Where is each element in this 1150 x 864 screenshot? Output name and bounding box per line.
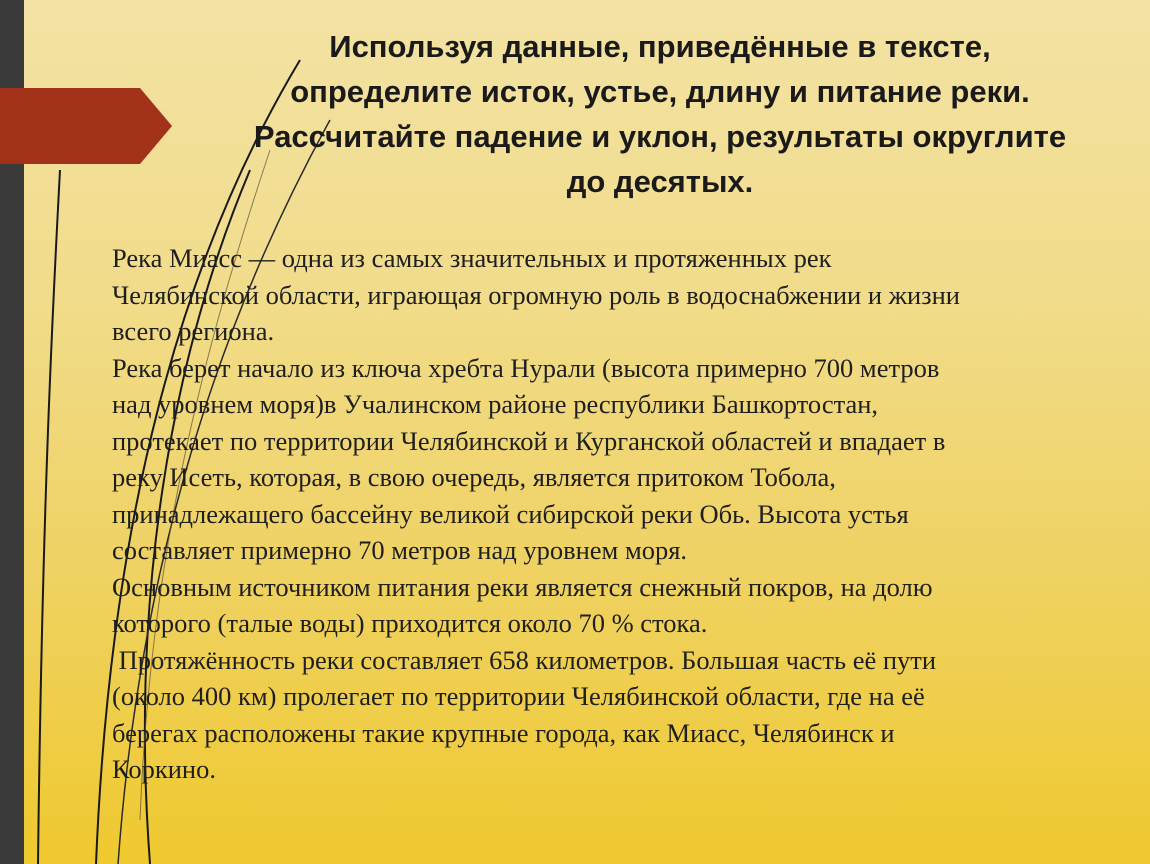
body-line-11: которого (талые воды) приходится около 70 % стока. <box>112 608 708 638</box>
body-line-10: Основным источником питания реки является снежный покров, на долю <box>112 571 933 602</box>
body-line-8: принадлежащего бассейну великой сибирской реки Обь. Высота устья <box>112 498 909 529</box>
body-line-13: (около 400 км) пролегает по территории Челябинской области, где на её <box>112 681 925 711</box>
body-text <box>112 240 1142 788</box>
body-line-3: всего региона. <box>112 316 275 346</box>
curve-line-1 <box>38 170 60 864</box>
red-arrow-shape <box>0 88 172 164</box>
body-line-14: берегах расположены такие крупные города, как Миасс, Челябинск и <box>112 717 895 748</box>
body-line-5: над уровнем моря)в Учалинском районе республики Башкортостан, <box>112 389 879 419</box>
body-line-12: Протяжённость реки составляет 658 километров. Большая часть её пути <box>112 644 937 675</box>
body-line-9: составляет примерно 70 метров над уровнем моря. <box>112 535 688 565</box>
body-line-15: Коркино. <box>112 754 216 784</box>
slide-title <box>190 24 1130 204</box>
title-line-4: до десятых. <box>566 164 754 199</box>
body-line-6: протекает по территории Челябинской и Курганской областей и впадает в <box>112 425 946 456</box>
body-line-2: Челябинской области, играющая огромную роль в водоснабжении и жизни <box>112 279 960 310</box>
title-line-3: Рассчитайте падение и уклон, результаты округлите <box>253 119 1067 154</box>
title-line-2: определите исток, устье, длину и питание реки. <box>290 74 1030 109</box>
title-line-1: Используя данные, приведённые в тексте, <box>329 29 991 64</box>
body-line-1: Река Миасс — одна из самых значительных и протяженных рек <box>112 243 832 273</box>
body-line-7: реку Исеть, которая, в свою очередь, является притоком Тобола, <box>112 462 836 492</box>
body-line-4: Река берет начало из ключа хребта Нурали (высота примерно 700 метров <box>112 352 940 383</box>
